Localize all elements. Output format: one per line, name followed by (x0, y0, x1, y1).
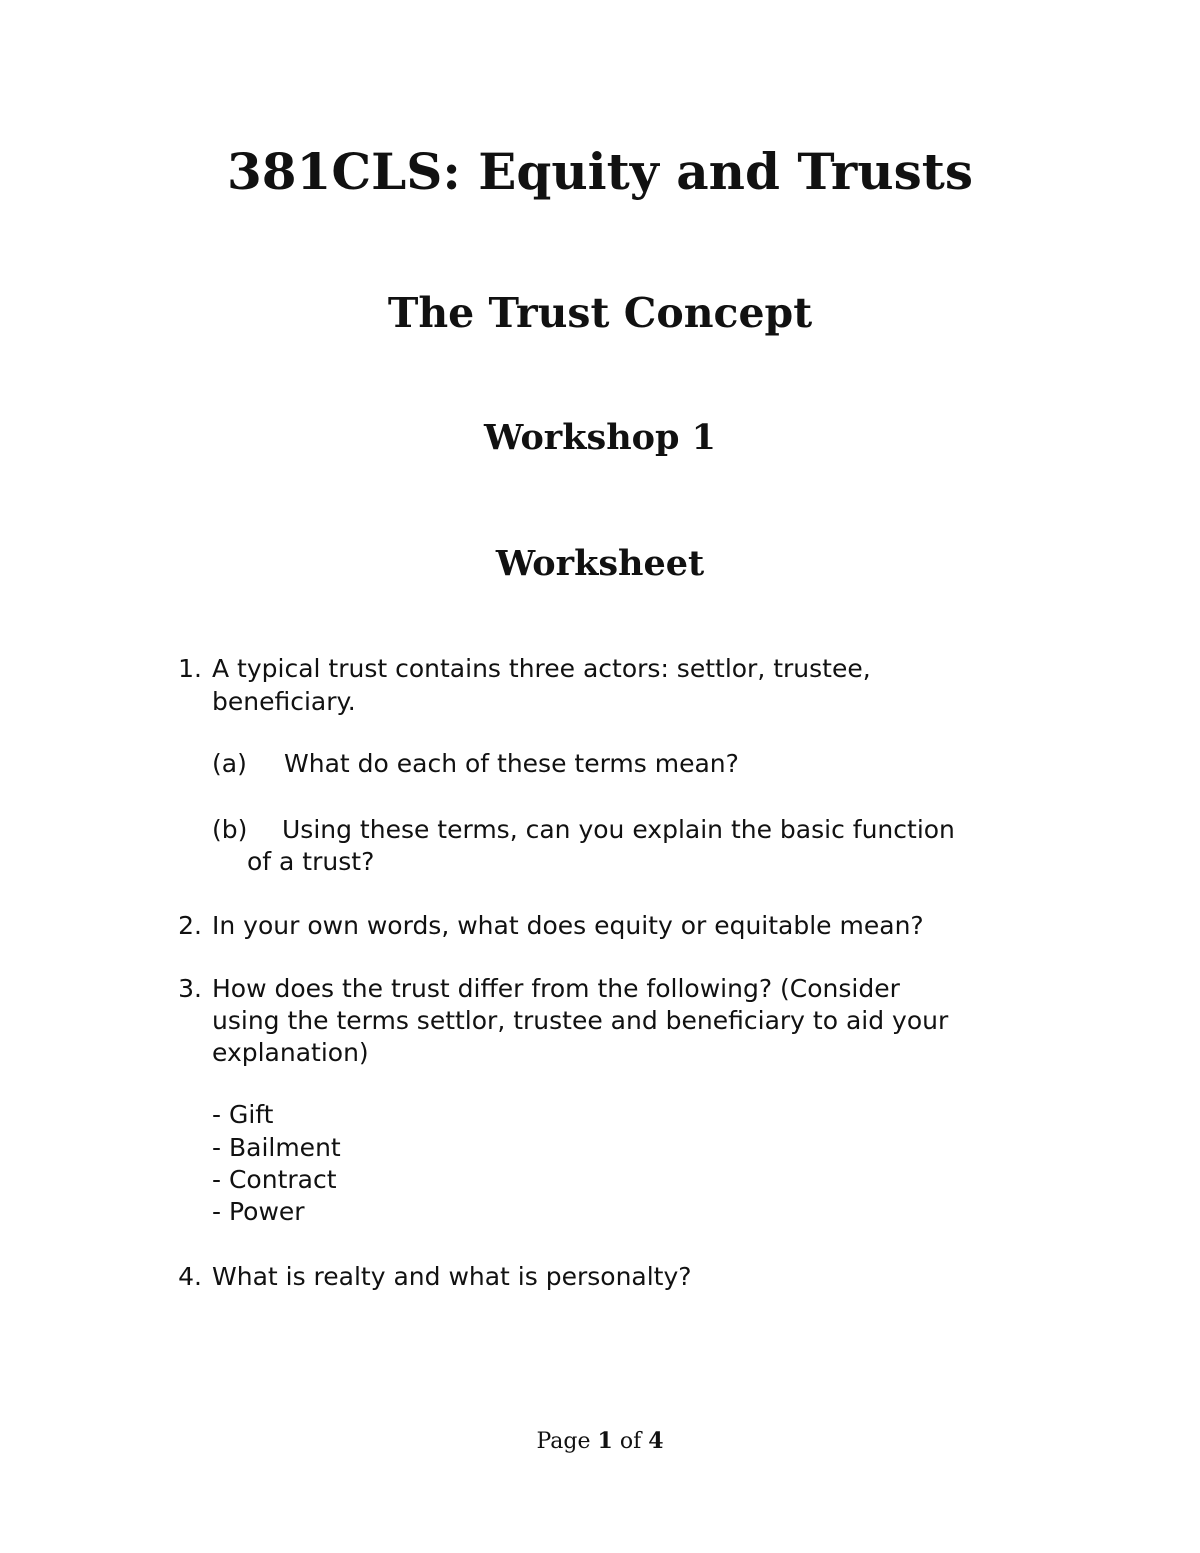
document-title: 381CLS: Equity and Trusts (226, 142, 974, 201)
sub-question-text: of a trust? (247, 847, 375, 876)
sub-question-label: (b) (212, 815, 248, 844)
worksheet-heading: Worksheet (495, 543, 705, 584)
footer-page-word: Page (536, 1429, 591, 1454)
list-item: - Power (212, 1197, 305, 1226)
sub-question-text: Using these terms, can you explain the basic function (282, 815, 955, 844)
question-number: 1. (178, 654, 202, 683)
document-subtitle: The Trust Concept (387, 289, 813, 337)
footer-total-pages: 4 (648, 1428, 664, 1454)
footer-of-word: of (619, 1429, 642, 1454)
list-item: - Contract (212, 1165, 337, 1194)
question-text-line: using the terms settlor, trustee and beneficiary to aid your (212, 1006, 949, 1035)
question-text-line: beneficiary. (212, 687, 356, 716)
sub-question-text: What do each of these terms mean? (284, 749, 739, 778)
workshop-heading: Workshop 1 (484, 417, 716, 458)
list-item: - Gift (212, 1100, 274, 1129)
question-number: 2. (178, 911, 202, 940)
question-number: 4. (178, 1262, 202, 1291)
question-number: 3. (178, 974, 202, 1003)
sub-question-label: (a) (212, 749, 247, 778)
question-text-line: What is realty and what is personalty? (212, 1262, 692, 1291)
footer-current-page: 1 (597, 1428, 613, 1454)
page-footer (0, 1425, 1200, 1458)
question-text-line: A typical trust contains three actors: settlor, trustee, (212, 654, 871, 683)
question-text-line: explanation) (212, 1038, 369, 1067)
question-text-line: How does the trust differ from the following? (Consider (212, 974, 900, 1003)
list-item: - Bailment (212, 1133, 341, 1162)
question-text-line: In your own words, what does equity or equitable mean? (212, 911, 924, 940)
